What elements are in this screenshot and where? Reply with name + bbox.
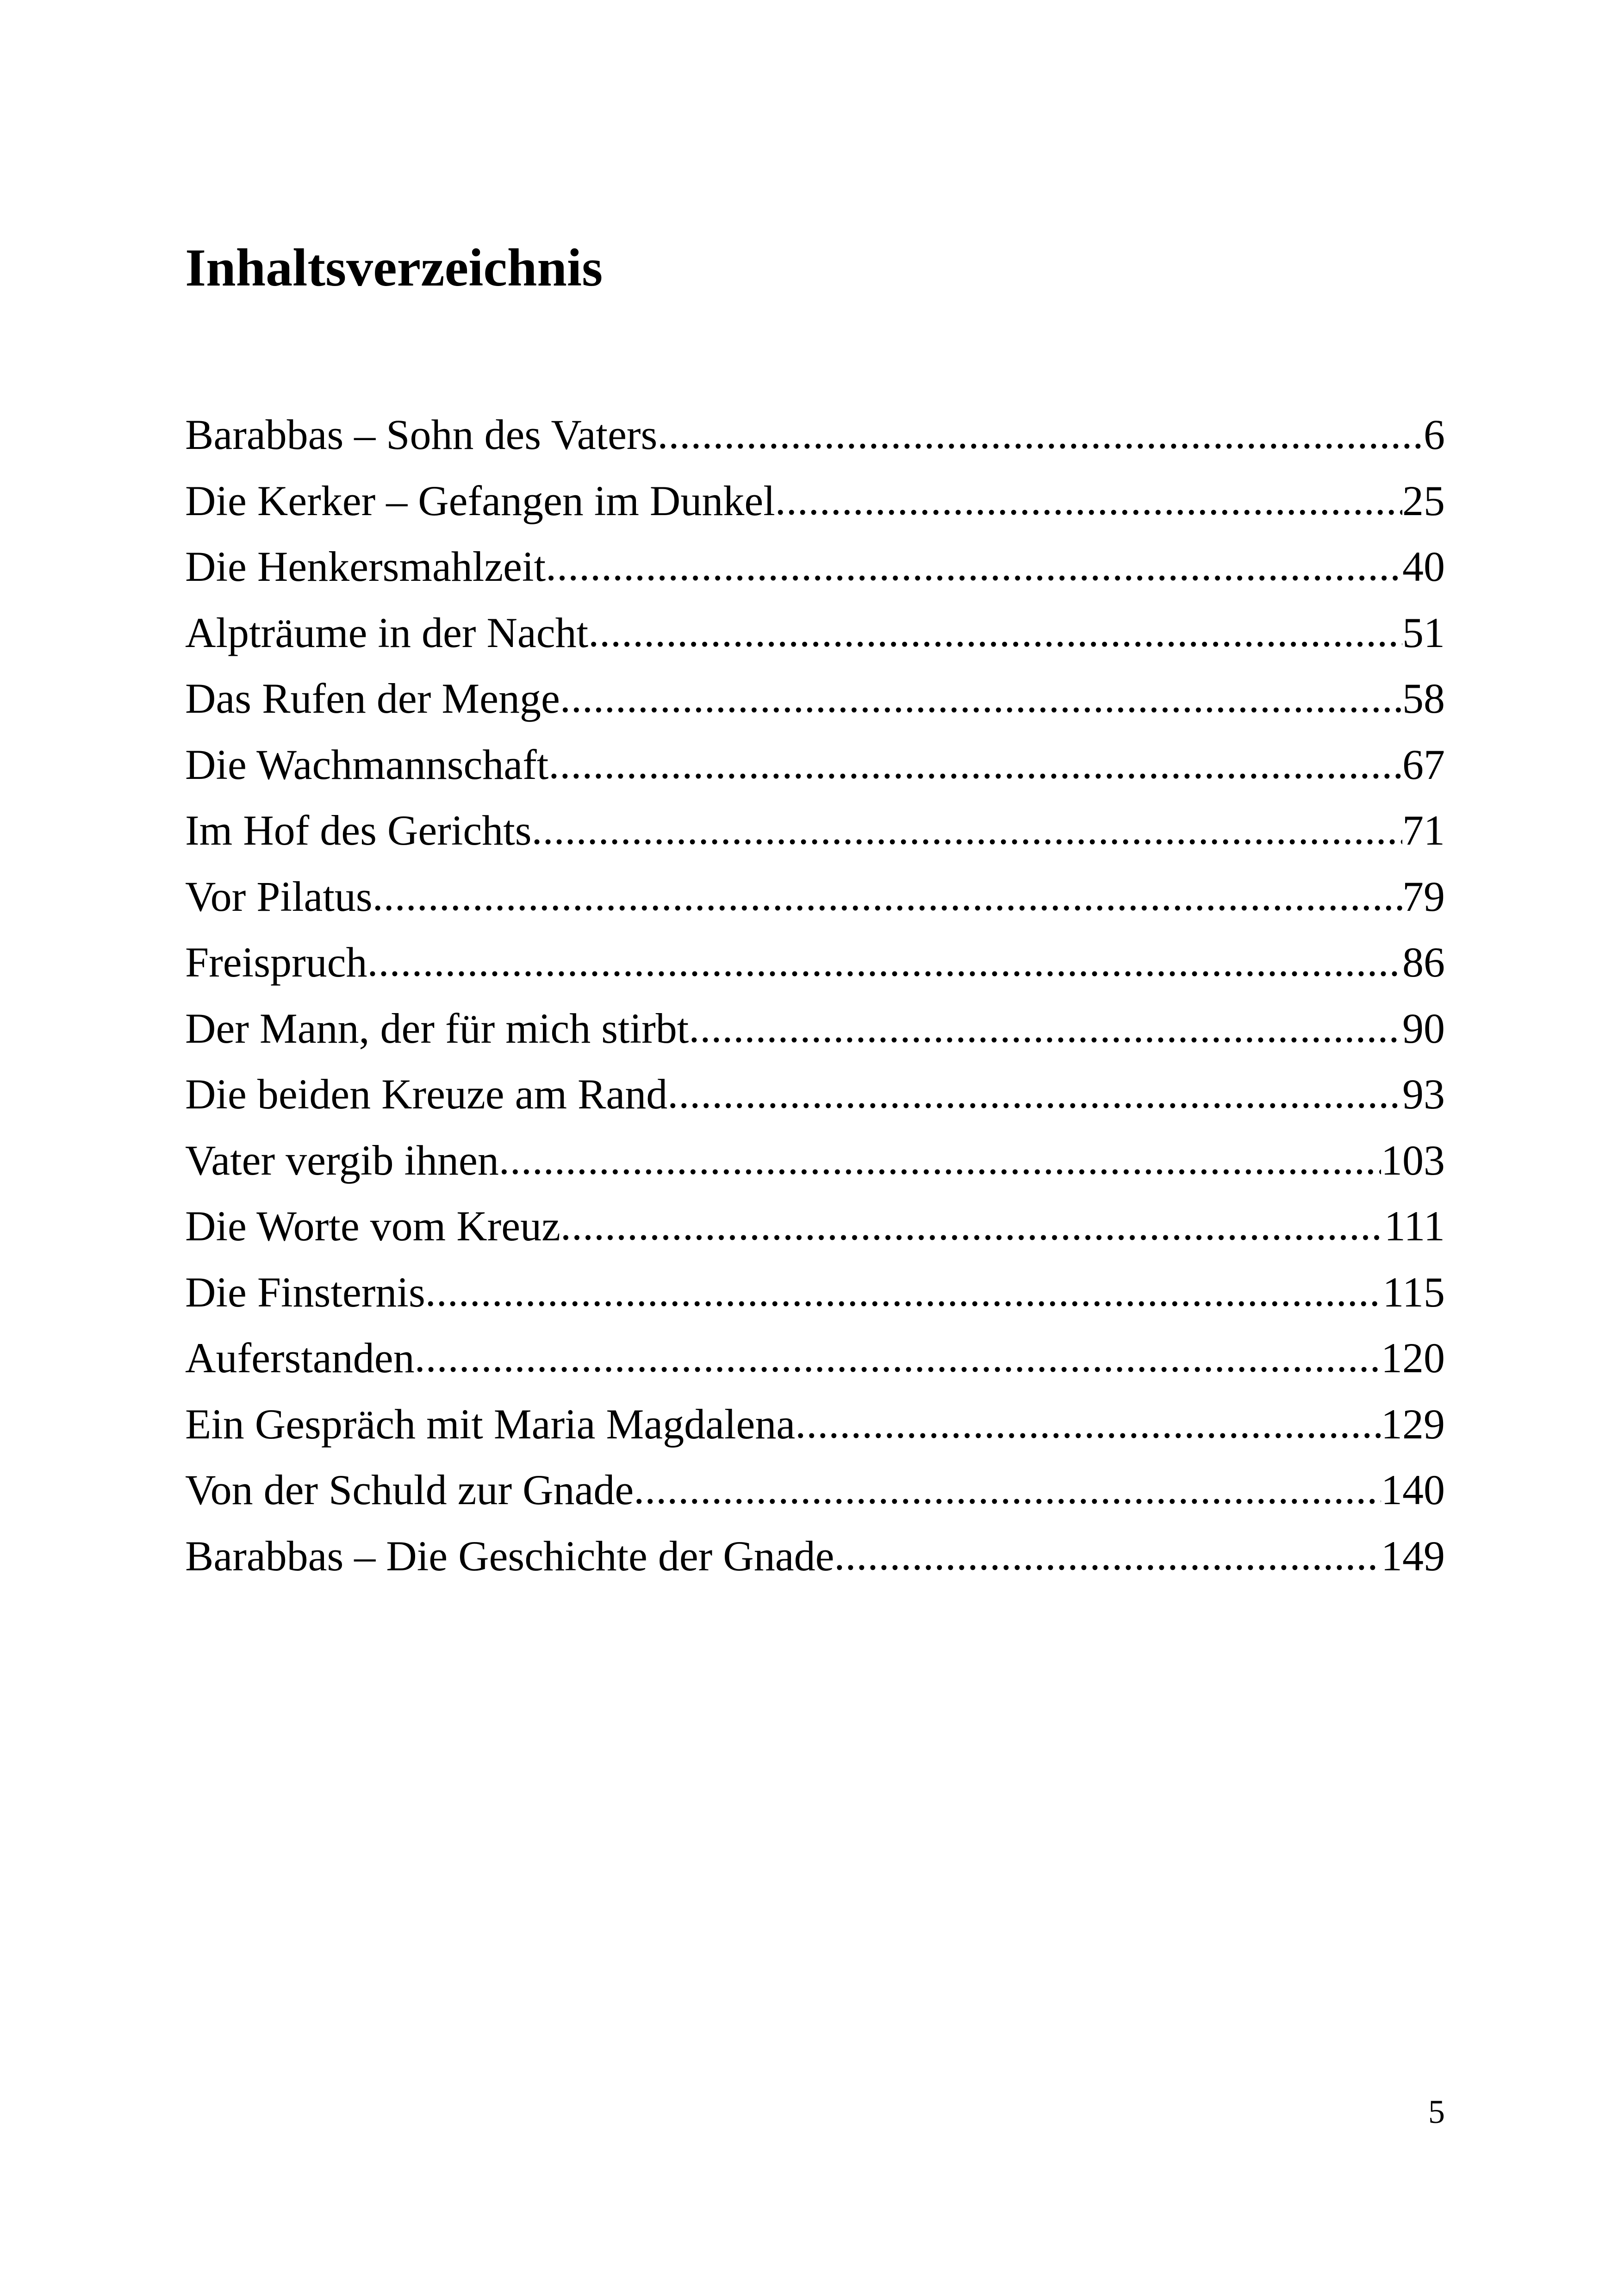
toc-list — [185, 402, 1445, 1589]
toc-entry — [185, 1127, 1445, 1194]
toc-entry — [185, 864, 1445, 930]
toc-entry — [185, 1061, 1445, 1127]
toc-dot-leader — [657, 402, 1424, 467]
toc-entry-title: Von der Schuld zur Gnade — [185, 1466, 634, 1513]
toc-entry — [185, 1391, 1445, 1457]
toc-entry-page: 140 — [1381, 1466, 1445, 1513]
toc-entry-page: 67 — [1402, 740, 1445, 788]
toc-entry — [185, 1523, 1445, 1589]
toc-entry-title: Die Worte vom Kreuz — [185, 1202, 560, 1250]
toc-heading: Inhaltsverzeichnis — [185, 238, 603, 298]
toc-entry-page: 25 — [1402, 477, 1445, 524]
toc-entry — [185, 1325, 1445, 1391]
toc-entry — [185, 1259, 1445, 1325]
toc-dot-leader — [689, 996, 1402, 1061]
toc-entry — [185, 468, 1445, 534]
toc-dot-leader — [560, 1193, 1384, 1258]
toc-entry — [185, 929, 1445, 996]
toc-entry-title: Im Hof des Gerichts — [185, 807, 532, 854]
toc-entry — [185, 797, 1445, 864]
toc-dot-leader — [588, 600, 1402, 665]
toc-entry-page: 90 — [1402, 1004, 1445, 1052]
toc-dot-leader — [532, 797, 1402, 863]
toc-entry-title: Auferstanden — [185, 1334, 415, 1381]
toc-dot-leader — [367, 929, 1402, 995]
toc-dot-leader — [795, 1391, 1381, 1456]
toc-entry — [185, 732, 1445, 798]
toc-entry — [185, 666, 1445, 732]
toc-dot-leader — [548, 732, 1402, 797]
toc-dot-leader — [499, 1127, 1381, 1193]
toc-entry-title: Die Henkersmahlzeit — [185, 543, 546, 590]
toc-entry-page: 58 — [1402, 675, 1445, 722]
toc-entry-page: 111 — [1384, 1202, 1445, 1250]
toc-dot-leader — [775, 468, 1402, 533]
toc-entry-page: 71 — [1402, 807, 1445, 854]
toc-entry-page: 86 — [1402, 939, 1445, 986]
toc-entry-page: 79 — [1402, 872, 1445, 920]
page-number: 5 — [1428, 2093, 1445, 2130]
toc-dot-leader — [425, 1259, 1383, 1325]
toc-entry-title: Das Rufen der Menge — [185, 675, 560, 722]
toc-entry-page: 129 — [1381, 1400, 1445, 1448]
toc-entry-page: 51 — [1402, 609, 1445, 656]
toc-entry-title: Vater vergib ihnen — [185, 1136, 499, 1184]
toc-entry-page: 6 — [1424, 411, 1445, 458]
toc-entry-title: Ein Gespräch mit Maria Magdalena — [185, 1400, 796, 1448]
toc-entry-title: Die beiden Kreuze am Rand — [185, 1070, 668, 1118]
toc-entry-title: Die Wachmannschaft — [185, 740, 549, 788]
toc-dot-leader — [415, 1325, 1381, 1390]
toc-dot-leader — [834, 1523, 1381, 1588]
toc-entry — [185, 1457, 1445, 1523]
toc-entry-page: 103 — [1381, 1136, 1445, 1184]
toc-entry-title: Die Kerker – Gefangen im Dunkel — [185, 477, 775, 524]
toc-entry-title: Vor Pilatus — [185, 872, 373, 920]
toc-entry-title: Alpträume in der Nacht — [185, 609, 589, 656]
toc-entry — [185, 996, 1445, 1062]
toc-dot-leader — [634, 1457, 1381, 1522]
toc-dot-leader — [667, 1061, 1402, 1126]
toc-entry-title: Die Finsternis — [185, 1268, 425, 1316]
toc-entry — [185, 534, 1445, 600]
toc-entry-page: 93 — [1402, 1070, 1445, 1118]
toc-entry-title: Barabbas – Die Geschichte der Gnade — [185, 1532, 834, 1580]
toc-entry — [185, 402, 1445, 468]
toc-dot-leader — [560, 666, 1402, 731]
toc-dot-leader — [373, 864, 1402, 929]
toc-dot-leader — [546, 534, 1402, 599]
toc-entry-title: Der Mann, der für mich stirbt — [185, 1004, 689, 1052]
toc-entry — [185, 600, 1445, 666]
toc-entry-page: 149 — [1381, 1532, 1445, 1580]
toc-entry-title: Freispruch — [185, 939, 367, 986]
toc-entry-page: 120 — [1381, 1334, 1445, 1381]
toc-entry-page: 40 — [1402, 543, 1445, 590]
toc-entry-page: 115 — [1382, 1268, 1445, 1316]
toc-entry — [185, 1193, 1445, 1259]
toc-entry-title: Barabbas – Sohn des Vaters — [185, 411, 658, 458]
